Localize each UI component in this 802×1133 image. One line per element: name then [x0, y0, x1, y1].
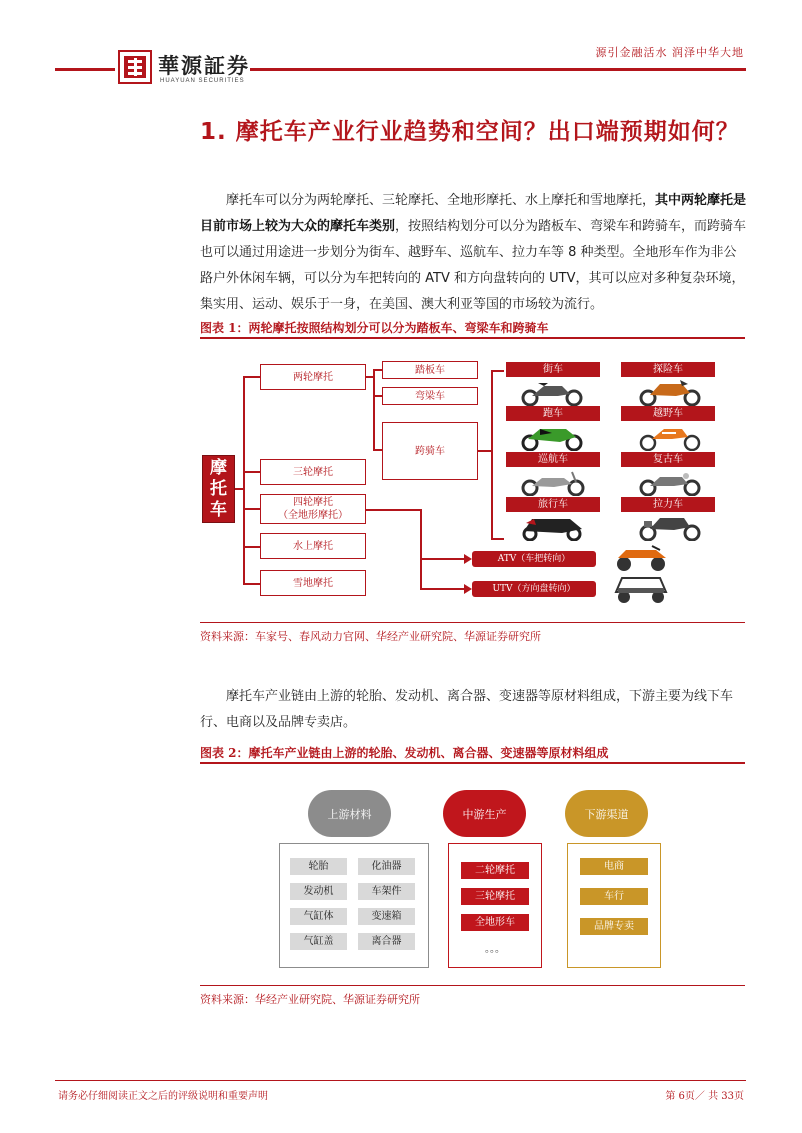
root-char-3: 车: [210, 499, 227, 520]
type-street: 街车: [506, 362, 600, 377]
connector: [478, 450, 492, 452]
touring-bike-icon: [518, 513, 588, 541]
connector: [243, 546, 260, 548]
logo-seal-icon: [118, 50, 152, 84]
connector: [373, 369, 382, 371]
upstream-item: 气缸体: [290, 908, 347, 925]
para2-text: 摩托车产业链由上游的轮胎、发动机、离合器、变速器等原材料组成，下游主要为线下车行、电商以及品牌专卖店。: [200, 689, 734, 730]
root-node: [202, 455, 235, 523]
figure-1-rule: [200, 337, 745, 339]
header-slogan: 源引金融活水 润泽中华大地: [595, 46, 744, 59]
header-rule-right: [250, 68, 746, 71]
section-title: 1. 摩托车产业行业趋势和空间？出口端预期如何？: [200, 119, 740, 145]
upstream-item: 发动机: [290, 883, 347, 900]
midstream-item: 全地形车: [461, 914, 529, 931]
figure-1-source-rule: [200, 622, 745, 623]
node-water: 水上摩托: [260, 533, 366, 559]
footer-rule: [55, 1080, 746, 1081]
connector: [373, 395, 382, 397]
upstream-item: 离合器: [358, 933, 415, 950]
connector: [243, 471, 260, 473]
figure-1-source: 资料来源：车家号、春风动力官网、华经产业研究院、华源证券研究所: [200, 630, 541, 643]
downstream-item: 品牌专卖: [580, 918, 648, 935]
type-adventure: 探险车: [621, 362, 715, 377]
paragraph-1: [200, 188, 748, 318]
page-number: 第 6页／ 共 33页: [665, 1091, 744, 1102]
upstream-item: 轮胎: [290, 858, 347, 875]
node-underbone: 弯梁车: [382, 387, 478, 405]
type-cruiser: 巡航车: [506, 452, 600, 467]
midstream-item: 二轮摩托: [461, 862, 529, 879]
atv-label: ATV（车把转向）: [472, 551, 596, 567]
connector: [243, 376, 260, 378]
paragraph-2: [200, 684, 748, 736]
para1-text-c: ，按照结构划分可以分为踏板车、弯梁车和跨骑车，而跨骑车也可以通过用途进一步划分为街车、越野车、巡航车、拉力车等 8 种类型。全地形车作为非公路户外休闲车辆，可以分为车把转向的 ATV 和方向盘转向的 UTV，其可以应对多种复杂环境，集实用、运动、娱乐于一身，在美国、澳大利亚等国的市场较为流行。: [200, 219, 747, 312]
connector: [243, 376, 245, 584]
para1-text-a: 摩托车可以分为两轮摩托、三轮摩托、全地形摩托、水上摩托和雪地摩托，: [226, 193, 656, 208]
retro-bike-icon: [636, 468, 706, 496]
upstream-header: 上游材料: [308, 790, 391, 837]
node-three-wheel: 三轮摩托: [260, 459, 366, 485]
type-rally: 拉力车: [621, 497, 715, 512]
upstream-item: 气缸盖: [290, 933, 347, 950]
upstream-item: 车架件: [358, 883, 415, 900]
utv-label: UTV（方向盘转向）: [472, 581, 596, 597]
cruiser-bike-icon: [518, 468, 588, 496]
midstream-header: 中游生产: [443, 790, 526, 837]
connector: [243, 508, 260, 510]
connector: [491, 538, 504, 540]
logo-english: HUAYUAN SECURITIES: [160, 78, 245, 84]
node-straddle: 跨骑车: [382, 422, 478, 480]
atv-icon: [612, 542, 670, 572]
adventure-bike-icon: [636, 378, 706, 406]
connector: [491, 370, 504, 372]
midstream-item: 三轮摩托: [461, 888, 529, 905]
header-rule-left: [55, 68, 115, 71]
logo-text: 華源証券: [158, 53, 250, 78]
rally-bike-icon: [636, 513, 706, 541]
connector: [420, 588, 470, 590]
connector: [373, 369, 375, 450]
para1-text-bold: 其中两轮摩托是目前市场上较为大众的摩托车类别: [200, 193, 747, 234]
connector: [491, 370, 493, 540]
type-touring: 旅行车: [506, 497, 600, 512]
upstream-item: 变速箱: [358, 908, 415, 925]
arrow-head-icon: [464, 584, 472, 594]
connector: [243, 583, 260, 585]
connector: [235, 488, 243, 490]
node-two-wheel: 两轮摩托: [260, 364, 366, 390]
connector: [373, 449, 382, 451]
connector: [420, 509, 422, 589]
offroad-bike-icon: [636, 423, 706, 451]
root-char-2: 托: [210, 478, 227, 499]
type-retro: 复古车: [621, 452, 715, 467]
connector: [420, 558, 470, 560]
node-four-wheel: 四轮摩托 （全地形摩托）: [260, 494, 366, 524]
node-snow: 雪地摩托: [260, 570, 366, 596]
figure-2-title: 图表 2：摩托车产业链由上游的轮胎、发动机、离合器、变速器等原材料组成: [200, 746, 609, 760]
figure-2-source-rule: [200, 985, 745, 986]
downstream-header: 下游渠道: [565, 790, 648, 837]
upstream-item: 化油器: [358, 858, 415, 875]
midstream-ellipsis: 。。。: [485, 944, 505, 955]
figure-2-source: 资料来源：华经产业研究院、华源证券研究所: [200, 993, 420, 1006]
type-offroad: 越野车: [621, 406, 715, 421]
street-bike-icon: [518, 378, 588, 406]
sport-bike-icon: [518, 423, 588, 451]
figure-1-title: 图表 1：两轮摩托按照结构划分可以分为踏板车、弯梁车和跨骑车: [200, 321, 549, 335]
figure-2-rule: [200, 762, 745, 764]
downstream-item: 电商: [580, 858, 648, 875]
utv-icon: [612, 574, 670, 604]
connector: [366, 509, 421, 511]
root-char-1: 摩: [210, 457, 227, 478]
footer-disclaimer: 请务必仔细阅读正文之后的评级说明和重要声明: [58, 1091, 268, 1102]
arrow-head-icon: [464, 554, 472, 564]
type-sport: 跑车: [506, 406, 600, 421]
downstream-item: 车行: [580, 888, 648, 905]
node-scooter: 踏板车: [382, 361, 478, 379]
